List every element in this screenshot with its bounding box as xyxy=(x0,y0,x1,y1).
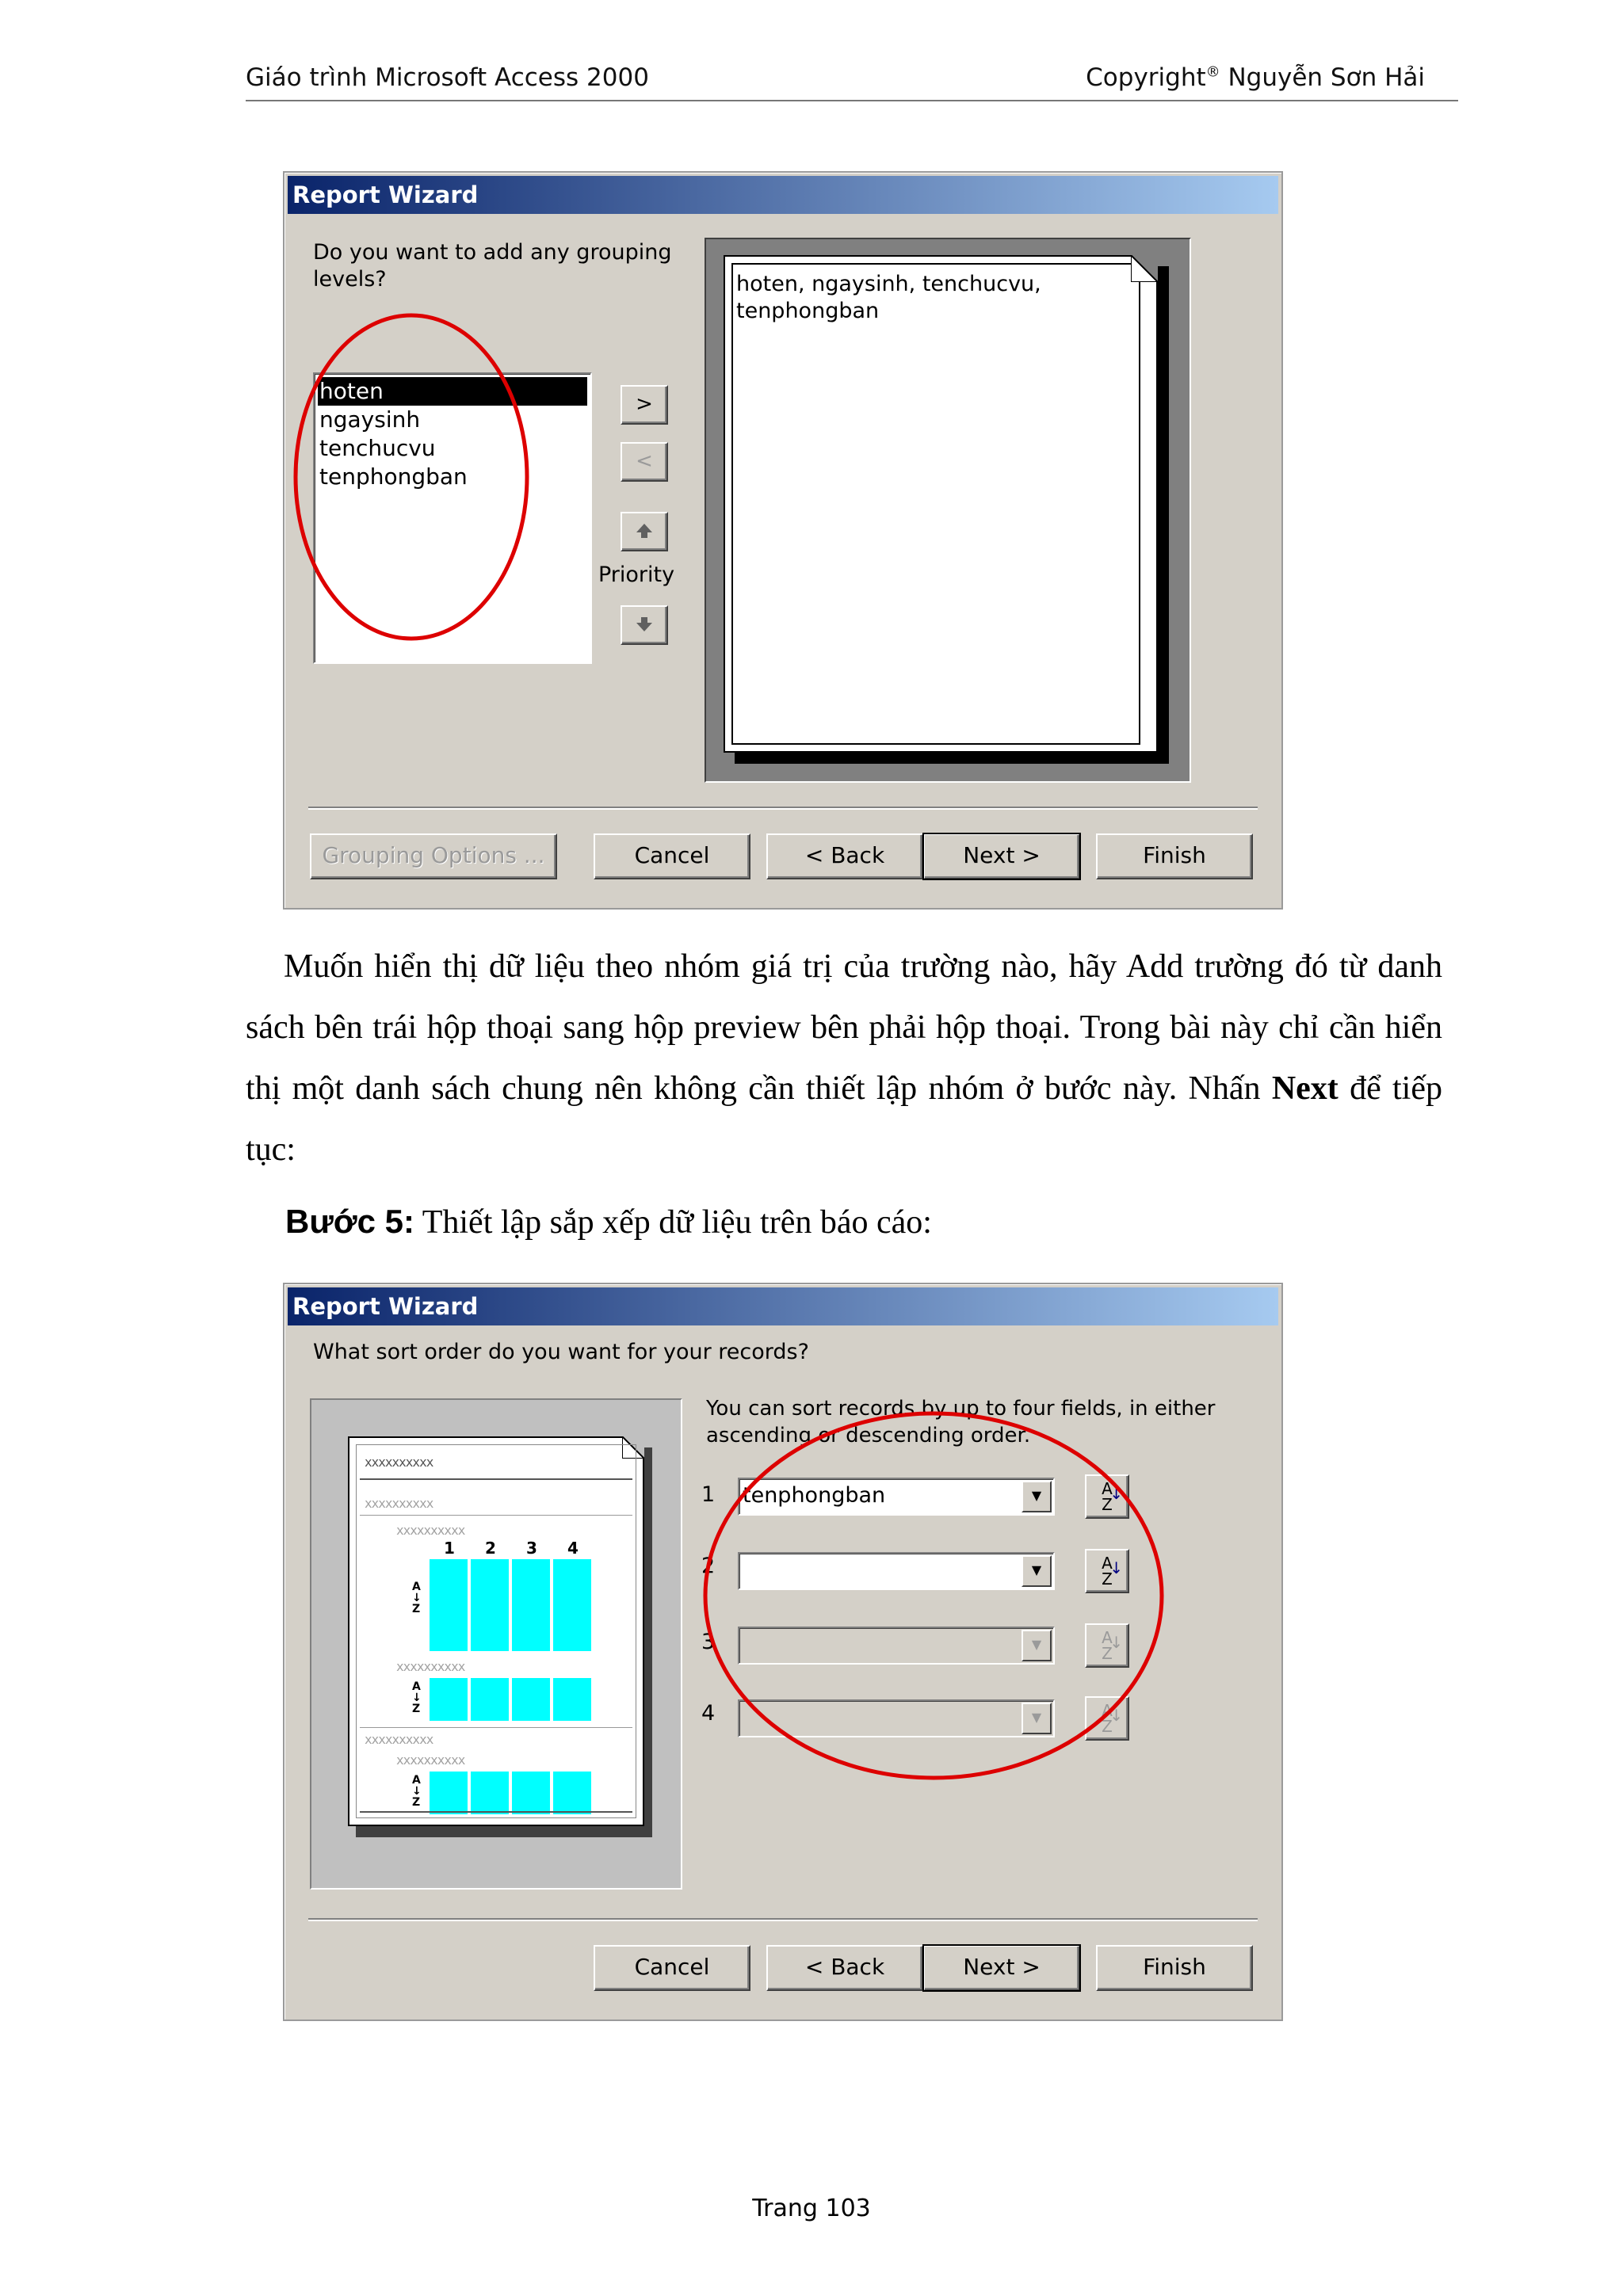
sort-question: What sort order do you want for your records? xyxy=(313,1340,809,1364)
preview-page xyxy=(348,1436,644,1826)
sort-ascending-4-button[interactable]: A Z ↓ xyxy=(1085,1696,1129,1741)
chevron-down-icon[interactable]: ▼ xyxy=(1022,1555,1052,1587)
next-button[interactable]: Next > xyxy=(923,833,1080,879)
header-copyright: Copyright® Nguyễn Sơn Hải xyxy=(1086,63,1425,92)
sort-ascending-2-button[interactable]: A Z ↓ xyxy=(1085,1549,1129,1593)
dialog-separator xyxy=(308,807,1258,810)
group-header-placeholder: xxxxxxxxxx xyxy=(396,1659,465,1674)
field-item[interactable]: tenchucvu xyxy=(319,435,436,461)
sort-az-mark: A ↓ Z xyxy=(412,1680,422,1715)
footer-rule xyxy=(360,1811,632,1813)
sort-field-1-select[interactable]: tenphongban ▼ xyxy=(738,1478,1055,1516)
preview-data-block xyxy=(430,1678,591,1721)
field-item[interactable]: hoten xyxy=(318,377,587,406)
chevron-down-icon[interactable]: ▼ xyxy=(1022,1630,1052,1661)
grouping-question: Do you want to add any grouping levels? xyxy=(313,240,672,292)
field-item[interactable]: tenphongban xyxy=(319,463,468,490)
sort-row-number: 3 xyxy=(701,1630,716,1654)
priority-label: Priority xyxy=(598,563,675,587)
sort-row-number: 2 xyxy=(701,1554,716,1578)
add-field-button[interactable]: > xyxy=(621,385,668,425)
report-header-placeholder: xxxxxxxxxx xyxy=(365,1455,433,1470)
dialog-title-bar: Report Wizard xyxy=(288,176,1278,214)
page-number: Trang 103 xyxy=(752,2195,871,2222)
header-title: Giáo trình Microsoft Access 2000 xyxy=(246,63,649,92)
group-header-placeholder: xxxxxxxxxx xyxy=(365,1496,433,1511)
group-rule xyxy=(360,1515,632,1516)
dialog-title-bar: Report Wizard xyxy=(288,1287,1278,1325)
sort-hint: You can sort records by up to four fields, in either ascending or descending order. xyxy=(706,1397,1216,1447)
finish-button[interactable]: Finish xyxy=(1096,833,1253,879)
subgroup-header-placeholder: xxxxxxxxxx xyxy=(396,1523,465,1538)
annotation-circle xyxy=(697,1407,1173,1787)
sort-preview-frame xyxy=(310,1398,682,1890)
back-button[interactable]: < Back xyxy=(766,1945,923,1991)
cancel-button[interactable]: Cancel xyxy=(594,1945,750,1991)
grouping-preview-frame xyxy=(705,238,1191,783)
next-button[interactable]: Next > xyxy=(923,1945,1080,1991)
dialog-separator xyxy=(308,1918,1258,1921)
finish-button[interactable]: Finish xyxy=(1096,1945,1253,1991)
header-rule xyxy=(360,1478,632,1480)
priority-up-button[interactable] xyxy=(621,512,668,551)
group-rule xyxy=(360,1727,632,1728)
preview-page-inner-border xyxy=(731,263,1140,745)
annotation-circle xyxy=(288,311,534,643)
preview-page xyxy=(724,255,1158,753)
sort-ascending-3-button[interactable]: A Z ↓ xyxy=(1085,1623,1129,1668)
group-header-placeholder: xxxxxxxxxx xyxy=(365,1732,433,1747)
sort-row-number: 1 xyxy=(701,1482,716,1507)
page-fold-icon xyxy=(1131,255,1158,282)
remove-field-button[interactable]: < xyxy=(621,442,668,482)
sort-row-number: 4 xyxy=(701,1701,716,1726)
step-5-heading: Bước 5: Thiết lập sắp xếp dữ liệu trên báo cáo: xyxy=(285,1203,932,1241)
cancel-button[interactable]: Cancel xyxy=(594,833,750,879)
chevron-down-icon[interactable]: ▼ xyxy=(1022,1703,1052,1734)
col-4-label: 4 xyxy=(567,1539,579,1558)
header-rule xyxy=(246,100,1458,101)
sort-az-mark: A ↓ Z xyxy=(412,1774,422,1809)
col-2-label: 2 xyxy=(485,1539,496,1558)
subgroup-header-placeholder: xxxxxxxxxx xyxy=(396,1753,465,1768)
sort-az-mark: A ↓ Z xyxy=(412,1581,422,1615)
back-button[interactable]: < Back xyxy=(766,833,923,879)
preview-data-block xyxy=(430,1559,591,1651)
preview-fields-text: hoten, ngaysinh, tenchucvu, tenphongban xyxy=(736,272,1041,323)
arrow-up-icon xyxy=(635,521,654,540)
sort-ascending-1-button[interactable]: A Z ↓ xyxy=(1085,1474,1129,1519)
arrow-down-icon xyxy=(635,615,654,634)
col-3-label: 3 xyxy=(526,1539,537,1558)
field-item[interactable]: ngaysinh xyxy=(319,406,421,433)
grouping-options-button[interactable]: Grouping Options ... xyxy=(310,833,557,879)
preview-page-inner xyxy=(356,1444,636,1818)
col-1-label: 1 xyxy=(444,1539,455,1558)
chevron-down-icon[interactable]: ▼ xyxy=(1022,1481,1052,1512)
preview-data-block xyxy=(430,1772,591,1814)
body-paragraph: Muốn hiển thị dữ liệu theo nhóm giá trị của trường nào, hãy Add trường đó từ danh sách bên trái hộp thoại sang hộp preview bên phải hộp thoại. Trong bài này chỉ cần hiển thị một danh sách chung nên không cần thiết lập nhóm ở bước này. Nhấn Next để tiếp tục: xyxy=(246,948,1442,1168)
priority-down-button[interactable] xyxy=(621,605,668,645)
